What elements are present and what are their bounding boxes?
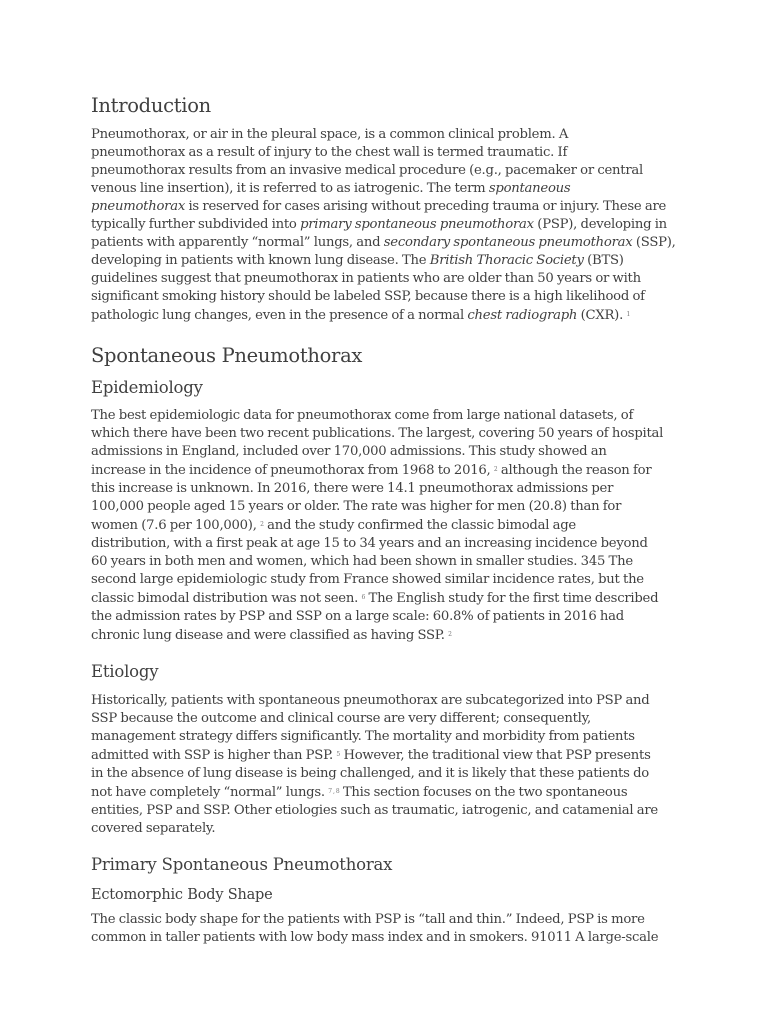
etiology-paragraph — [91, 692, 679, 838]
text-line: chronic lung disease and were classified as having SSP. $^2$ — [91, 628, 452, 643]
italic-term: pneumothorax — [91, 199, 186, 214]
italic-term: secondary spontaneous pneumothorax — [383, 235, 633, 250]
text-line: developing in patients with known lung disease. The British Thoracic Society (BTS) — [91, 253, 624, 268]
text-line: women (7.6 per 100,000), $^2$ and the study confirmed the classic bimodal age — [91, 518, 576, 533]
citation-link[interactable]: 2 — [493, 466, 498, 473]
text-line: admissions in England, included over 170,000 admissions. This study showed an — [91, 444, 607, 459]
italic-term: spontaneous — [488, 181, 571, 196]
text-line: common in taller patients with low body mass index and in smokers. 91011 A large-scale — [91, 930, 659, 945]
text-line: Pneumothorax, or air in the pleural space, is a common clinical problem. A — [91, 127, 569, 142]
text-line: 100,000 people aged 15 years or older. The rate was higher for men (20.8) than for — [91, 499, 622, 514]
citation-link[interactable]: 5 — [336, 751, 340, 758]
text-line: The classic body shape for the patients with PSP is “tall and thin.” Indeed, PSP is more — [91, 912, 645, 927]
text-line: venous line insertion), it is referred to as iatrogenic. The term spontaneous — [91, 181, 571, 196]
text-line: in the absence of lung disease is being challenged, and it is likely that these patients do — [91, 766, 649, 781]
text-line: The best epidemiologic data for pneumothorax come from large national datasets, of — [91, 408, 634, 423]
text-line: entities, PSP and SSP. Other etiologies such as traumatic, iatrogenic, and catamenial are — [91, 803, 658, 818]
text-line: pneumothorax is reserved for cases arising without preceding trauma or injury. These are — [91, 199, 667, 214]
text-line: SSP because the outcome and clinical course are very different; consequently, — [91, 711, 591, 726]
epidemiology-paragraph — [91, 407, 679, 645]
citation-link[interactable]: 6 — [361, 594, 366, 601]
text-line: not have completely “normal” lungs. $^{7 , 8}$ This section focuses on the two spontaneous — [91, 785, 628, 800]
text-line: typically further subdivided into primary spontaneous pneumothorax (PSP), developing in — [91, 217, 667, 232]
text-line: significant smoking history should be labeled SSP, because there is a high likelihood of — [91, 289, 645, 304]
text-line: management strategy differs significantly. The mortality and morbidity from patients — [91, 729, 635, 744]
text-line: classic bimodal distribution was not seen. $^6$ The English study for the first time described — [91, 591, 659, 606]
text-line: patients with apparently “normal” lungs, and secondary spontaneous pneumothorax (SSP), — [91, 235, 676, 250]
citation-link[interactable]: 2 — [260, 521, 264, 528]
article — [91, 92, 679, 947]
introduction-heading: Introduction — [91, 94, 211, 117]
text-line: Historically, patients with spontaneous pneumothorax are subcategorized into PSP and — [91, 693, 650, 708]
introduction-paragraph — [91, 126, 679, 325]
text-line: increase in the incidence of pneumothorax from 1968 to 2016, $^2$ although the reason for — [91, 463, 652, 478]
ectomorphic-paragraph — [91, 911, 679, 947]
citation-link[interactable]: 7 , 8 — [328, 788, 340, 795]
text-line: guidelines suggest that pneumothorax in patients who are older than 50 years or with — [91, 271, 641, 286]
text-line: pneumothorax results from an invasive medical procedure (e.g., pacemaker or central — [91, 163, 643, 178]
italic-term: British Thoracic Society — [429, 253, 584, 268]
text-line: pathologic lung changes, even in the presence of a normal chest radiograph (CXR). $^1$ — [91, 308, 631, 323]
epidemiology-heading: Epidemiology — [91, 378, 203, 397]
spontaneous-pneumothorax-heading: Spontaneous Pneumothorax — [91, 344, 363, 367]
text-line: distribution, with a first peak at age 15 to 34 years and an increasing incidence beyond — [91, 536, 648, 551]
primary-spontaneous-pneumothorax-heading: Primary Spontaneous Pneumothorax — [91, 855, 393, 874]
text-line: pneumothorax as a result of injury to the chest wall is termed traumatic. If — [91, 145, 568, 160]
text-line: admitted with SSP is higher than PSP. $^5$ However, the traditional view that PSP presents — [91, 748, 651, 763]
italic-term: chest radiograph — [467, 308, 578, 323]
text-line: this increase is unknown. In 2016, there were 14.1 pneumothorax admissions per — [91, 481, 614, 496]
etiology-heading: Etiology — [91, 662, 159, 681]
italic-term: primary spontaneous pneumothorax — [300, 217, 534, 232]
text-line: 60 years in both men and women, which had been shown in smaller studies. 345 The — [91, 554, 633, 569]
text-line: covered separately. — [91, 821, 216, 836]
citation-link[interactable]: 1 — [626, 311, 631, 318]
text-line: which there have been two recent publications. The largest, covering 50 years of hospital — [91, 426, 664, 441]
text-line: the admission rates by PSP and SSP on a large scale: 60.8% of patients in 2016 had — [91, 609, 624, 624]
citation-link[interactable]: 2 — [448, 631, 452, 638]
text-line: second large epidemiologic study from France showed similar incidence rates, but the — [91, 572, 644, 587]
ectomorphic-body-shape-heading: Ectomorphic Body Shape — [91, 887, 273, 903]
